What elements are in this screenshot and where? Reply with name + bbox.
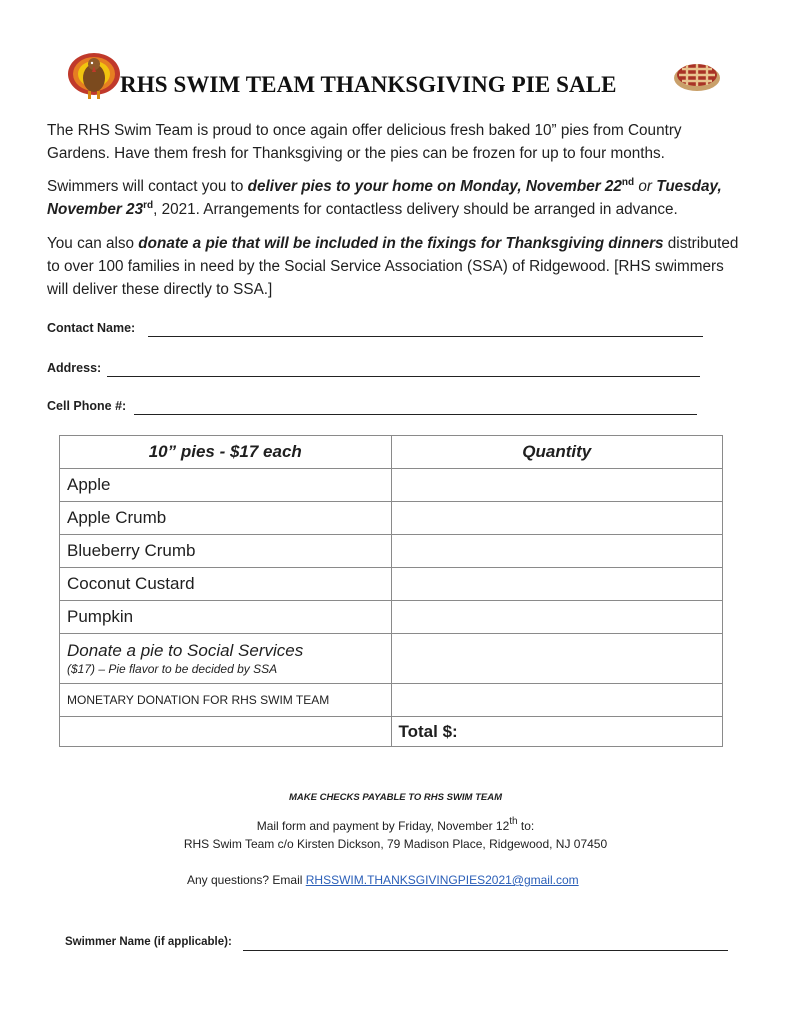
- delivery-text-d: Tuesday, November 23: [47, 178, 722, 218]
- mail-text-b: to:: [517, 819, 535, 833]
- quantity-cell-coconut-custard[interactable]: [391, 568, 723, 601]
- monetary-donation-label: MONETARY DONATION FOR RHS SWIM TEAM: [60, 684, 392, 717]
- delivery-text-c: or: [634, 178, 657, 195]
- pie-name: Blueberry Crumb: [60, 535, 392, 568]
- donate-text-b: donate a pie that will be included in the fixings for Thanksgiving dinners: [138, 235, 664, 252]
- cell-phone-label: Cell Phone #:: [47, 399, 127, 413]
- donate-pie-label: Donate a pie to Social Services: [67, 641, 304, 660]
- donate-text-a: You can also: [47, 235, 139, 252]
- questions-text: Any questions? Email: [187, 873, 306, 887]
- pie-icon: [672, 56, 722, 94]
- swimmer-name-field[interactable]: [243, 950, 728, 951]
- delivery-text-f: Arrangements for contactless delivery should be arranged in advance.: [199, 201, 678, 218]
- table-row: [60, 535, 723, 568]
- intro-text-1: The RHS Swim Team is proud to once again offer delicious fresh baked 10” pies from Country Gardens. Have them fresh for Thanksgiving or the pies can be frozen for up to four months.: [47, 122, 682, 162]
- mail-text-a: Mail form and payment by Friday, November 12: [256, 819, 510, 833]
- intro-paragraph-2: [47, 175, 747, 221]
- quantity-cell-pumpkin[interactable]: [391, 601, 723, 634]
- table-row: [60, 684, 723, 717]
- pie-name: Apple: [60, 469, 392, 502]
- table-row: [60, 469, 723, 502]
- donate-pie-subtext: ($17) – Pie flavor to be decided by SSA: [67, 662, 278, 676]
- table-row: [60, 502, 723, 535]
- questions-line: [187, 873, 579, 887]
- mail-instructions: [0, 816, 791, 833]
- quantity-cell-donate[interactable]: [391, 634, 723, 684]
- total-label[interactable]: Total $:: [391, 717, 723, 747]
- intro-paragraph-1: [47, 119, 747, 165]
- address-label: Address:: [47, 361, 102, 375]
- pie-name: Pumpkin: [60, 601, 392, 634]
- quantity-cell-apple[interactable]: [391, 469, 723, 502]
- pie-column-header: 10” pies - $17 each: [60, 436, 392, 469]
- total-empty-cell: [60, 717, 392, 747]
- quantity-cell-monetary[interactable]: [391, 684, 723, 717]
- contact-name-label: Contact Name:: [47, 321, 136, 335]
- mail-sup-th: th: [509, 816, 518, 827]
- table-row: [60, 634, 723, 684]
- table-row: [60, 717, 723, 747]
- quantity-cell-apple-crumb[interactable]: [391, 502, 723, 535]
- donate-pie-cell: [60, 634, 392, 684]
- delivery-text-e: , 2021.: [153, 201, 200, 218]
- delivery-sup-rd: rd: [143, 200, 154, 211]
- intro-paragraph-3: [47, 232, 747, 301]
- table-row: [60, 601, 723, 634]
- page-title: RHS SWIM TEAM THANKSGIVING PIE SALE: [120, 72, 617, 97]
- table-row: [60, 568, 723, 601]
- delivery-text-a: Swimmers will contact you to: [47, 178, 248, 195]
- email-link[interactable]: RHSSWIM.THANKSGIVINGPIES2021@gmail.com: [305, 873, 579, 887]
- contact-name-field[interactable]: [148, 336, 703, 337]
- quantity-column-header: Quantity: [391, 436, 723, 469]
- cell-phone-field[interactable]: [134, 414, 697, 415]
- swimmer-name-label: Swimmer Name (if applicable):: [65, 936, 232, 948]
- mailing-address: RHS Swim Team c/o Kirsten Dickson, 79 Madison Place, Ridgewood, NJ 07450: [183, 837, 608, 851]
- delivery-sup-nd: nd: [621, 177, 635, 188]
- turkey-icon: [66, 50, 122, 102]
- pie-name: Coconut Custard: [60, 568, 392, 601]
- quantity-cell-blueberry-crumb[interactable]: [391, 535, 723, 568]
- checks-payable-note: MAKE CHECKS PAYABLE TO RHS SWIM TEAM: [288, 792, 503, 803]
- address-field[interactable]: [107, 376, 700, 377]
- delivery-text-b: deliver pies to your home on Monday, November 22: [247, 178, 622, 195]
- order-table: [59, 435, 723, 747]
- donate-text-c: distributed to over 100 families in need by the Social Service Association (SSA) of Ridgewood. [RHS swimmers will deliver these directly to SSA.]: [47, 235, 739, 298]
- pie-name: Apple Crumb: [60, 502, 392, 535]
